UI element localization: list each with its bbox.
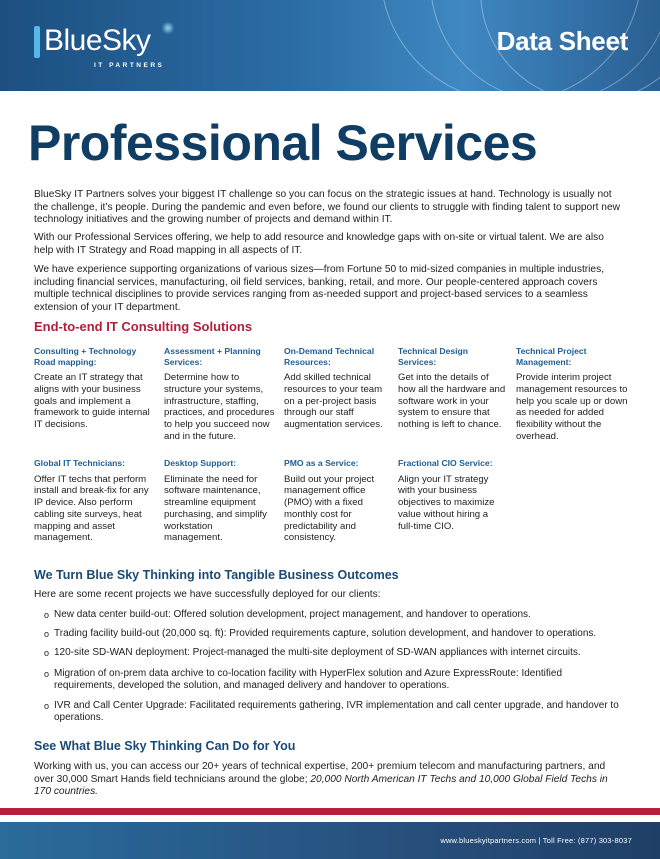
service-item [34,346,152,431]
service-title: Global IT Technicians: [34,458,126,468]
service-description: Get into the details of how all the hardware and software work in your system to ensure that nothing is left to chance. [398,372,506,431]
service-description: Eliminate the need for software maintenance, streamline equipment purchasing, and simplify workstation management. [164,473,267,544]
footer-accent-bar [0,808,660,815]
list-item [44,628,624,640]
closing-paragraph [34,761,624,799]
list-bullet: o [44,669,50,679]
service-description: Create an IT strategy that aligns with your business goals and implement a framework to guide internal IT decisions. [34,372,150,431]
bluesky-logo [34,24,194,74]
service-item [164,346,276,443]
header-title: Data Sheet [496,26,628,56]
list-bullet: o [44,629,50,639]
service-title: Fractional CIO Service: [398,458,493,468]
service-title: Technical Project Management: [516,346,587,367]
list-bullet: o [44,610,50,620]
service-title: Assessment + Planning Services: [164,346,261,367]
service-title: PMO as a Service: [284,458,359,468]
closing-emphasis: 20,000 North American IT Techs and 10,000 Global Field Techs in 170 countries. [34,773,608,798]
intro-paragraph: With our Professional Services offering, we help to add resource and knowledge gaps with on-site or virtual talent. We are also help with IT Strategy and Road mapping in all aspects of IT. [34,232,604,256]
list-item [44,668,624,692]
consulting-heading: End-to-end IT Consulting Solutions [34,319,253,334]
service-description: Provide interim project management resources to help you scale up or down as needed for added flexibility without the overhead. [516,372,628,442]
page-footer [0,822,660,859]
list-bullet: o [44,701,50,711]
service-description: Offer IT techs that perform install and break-fix for any IP device. Also perform cabling site surveys, heat mapping and asset management. [34,473,149,544]
list-item [44,609,624,621]
service-item [516,346,628,443]
service-item [284,346,390,431]
logo-text: BlueSky [44,24,151,57]
logo-subtitle: IT PARTNERS [94,62,165,69]
outcomes-heading: We Turn Blue Sky Thinking into Tangible Business Outcomes [34,568,399,582]
service-title: Desktop Support: [164,458,237,468]
service-title: Technical Design Services: [398,346,469,367]
list-bullet: o [44,648,50,658]
service-title: Consulting + Technology Road mapping: [34,346,137,367]
list-item-text: 120-site SD-WAN deployment: Project-managed the multi-site deployment of SD-WAN appliances with internet circuits. [54,647,581,658]
list-item-text: Migration of on-prem data archive to co-location facility with HyperFlex solution and Azure ExpressRoute: Identified requirements, developed the solution, and managed delivery and handover to operations. [54,668,563,691]
logo-globe-icon [162,22,174,34]
intro-paragraph: We have experience supporting organizations of various sizes—from Fortune 50 to mid-sized companies in multiple industries, including financial services, manufacturing, oil field services, banking, retail, and more. Our people-centered approach covers multiple technical disciplines to provide services ranging from as-needed support and project-based services to a seamless extension of your IT department. [34,264,605,313]
closing-heading: See What Blue Sky Thinking Can Do for You [34,739,296,753]
list-item-text: IVR and Call Center Upgrade: Facilitated requirements gathering, IVR implementation and call center upgrade, and handover to operations. [54,700,619,723]
service-item [284,458,390,544]
intro-paragraph: BlueSky IT Partners solves your biggest IT challenge so you can focus on the strategic issues at hand. Technology is usually not the challenge, it’s people. During the pandemic and even before, we found our clients to struggle with finding talent to support new technology initiatives and the growing number of projects and demand within IT. [34,189,620,226]
service-description: Align your IT strategy with your business objectives to maximize value without hiring a full-time CIO. [398,473,495,532]
service-item [398,346,508,431]
page-header [0,0,660,91]
closing-text: Working with us, you can access our 20+ years of technical expertise, 200+ premium telecom and manufacturing partners, and over 30,000 Smart Hands field technicians around the globe; [34,761,606,785]
page-title: Professional Services [28,115,538,171]
service-description: Add skilled technical resources to your team on a per-project basis through our staff augmentation services. [284,372,383,431]
service-item [398,458,504,532]
service-description: Determine how to structure your systems, infrastructure, staffing, practices, and procedures to help you succeed now and in the future. [164,372,275,442]
footer-contact: www.blueskyitpartners.com | Toll Free: (877) 303-8037 [440,836,632,845]
outcomes-intro: Here are some recent projects we have successfully deployed for our clients: [34,589,381,600]
service-item [34,458,156,544]
list-item [44,647,624,659]
list-item-text: New data center build-out: Offered solution development, project management, and handover to operations. [54,609,531,620]
service-description: Build out your project management office (PMO) with a fixed monthly cost for predictability and consistency. [284,473,375,544]
logo-mark-icon [34,26,40,58]
list-item [44,700,624,724]
service-item [164,458,272,544]
service-title: On-Demand Technical Resources: [284,346,375,367]
list-item-text: Trading facility build-out (20,000 sq. ft): Provided requirements capture, solution development, and handover to operations. [54,628,597,639]
